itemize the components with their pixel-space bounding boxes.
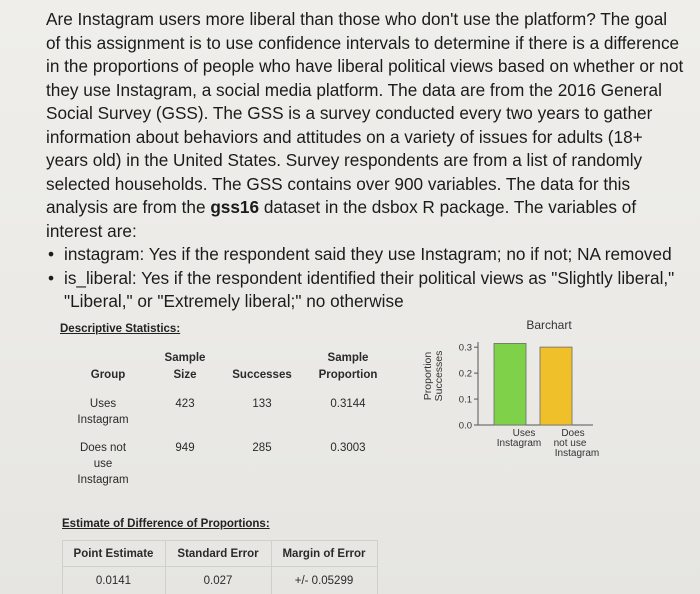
y-tick-label-0: 0.0 xyxy=(458,420,472,432)
intro-text: Are Instagram users more liberal than those who don't use the platform? The goal of this assignment is to use confidence intervals to determine if there is a difference in the proportions of people who have liberal political views based on whether or not they use Instagram, a social media platform. The data are from the 2016 General Social Survey (GSS). The GSS is a survey conducted every two years to gather information about behaviors and attitudes on a variety of issues for adults (18+ years old) in the United States. Survey respondents are from a list of randomly selected households. The GSS contains over 900 variables. The data for this analysis are from the xyxy=(46,9,684,217)
x-label-uses-1: Uses xyxy=(512,428,536,439)
chart-title: Barchart xyxy=(526,318,572,332)
estimate-moe-value: +/- 0.05299 xyxy=(294,575,354,587)
estimate-table-top-border xyxy=(62,540,377,541)
y-axis-label-2: Successes xyxy=(433,350,445,402)
row1-proportion: 0.3144 xyxy=(330,398,366,410)
y-axis-label-1: Proportion xyxy=(422,351,434,401)
x-label-does-2: not use xyxy=(553,438,587,449)
row2-successes: 285 xyxy=(252,442,272,454)
estimate-table-mid-border xyxy=(62,566,377,567)
row1-group-line1: Uses xyxy=(89,398,117,410)
dataset-name: gss16 xyxy=(210,197,260,217)
row1-size: 423 xyxy=(175,398,195,410)
estimate-header-moe: Margin of Error xyxy=(282,548,366,560)
col-header-group: Group xyxy=(90,369,126,381)
y-tick-label-2: 0.2 xyxy=(458,368,472,380)
descriptive-statistics-title: Descriptive Statistics: xyxy=(60,323,181,335)
estimate-se-value: 0.027 xyxy=(203,575,233,587)
bar-does-not-use-instagram xyxy=(540,347,572,425)
bar-uses-instagram xyxy=(494,343,526,425)
row2-proportion: 0.3003 xyxy=(330,442,366,454)
row2-group-line1: Does not xyxy=(79,442,127,454)
y-tick-label-1: 0.1 xyxy=(458,394,472,406)
estimate-header-se: Standard Error xyxy=(177,548,259,560)
x-label-does-1: Does xyxy=(561,428,585,439)
row2-size: 949 xyxy=(175,442,195,454)
x-label-does-3: Instagram xyxy=(554,448,600,459)
row1-group-line2: Instagram xyxy=(77,414,129,426)
row1-successes: 133 xyxy=(252,398,272,410)
variable-item-is-liberal: • is_liberal: Yes if the respondent identified their political views as "Slightly liberal," "Liberal," or "Extremely liberal;" no otherwise xyxy=(46,267,686,314)
statistics-panel xyxy=(57,312,689,594)
col-header-size-1: Sample xyxy=(164,352,206,364)
barchart xyxy=(417,312,689,482)
variable-list xyxy=(46,243,686,314)
intro-text-end: dataset in the dsbox R package. The variables of interest are: xyxy=(46,197,637,241)
col-header-size-2: Size xyxy=(173,369,197,381)
estimate-title: Estimate of Difference of Proportions: xyxy=(62,518,270,530)
row2-group-line2: use xyxy=(93,458,113,470)
col-header-proportion-1: Sample xyxy=(327,352,369,364)
y-tick-label-3: 0.3 xyxy=(458,342,472,354)
variable-item-instagram: • instagram: Yes if the respondent said they use Instagram; no if not; NA removed xyxy=(46,243,686,267)
col-header-proportion-2: Proportion xyxy=(318,369,378,381)
col-header-successes: Successes xyxy=(232,369,292,381)
intro-paragraph xyxy=(46,8,686,243)
estimate-table-right-border xyxy=(377,540,378,594)
row2-group-line3: Instagram xyxy=(77,474,129,486)
x-label-uses-2: Instagram xyxy=(496,438,542,449)
assignment-description xyxy=(46,8,686,314)
estimate-point-value: 0.0141 xyxy=(95,575,132,587)
estimate-header-point: Point Estimate xyxy=(73,548,154,560)
